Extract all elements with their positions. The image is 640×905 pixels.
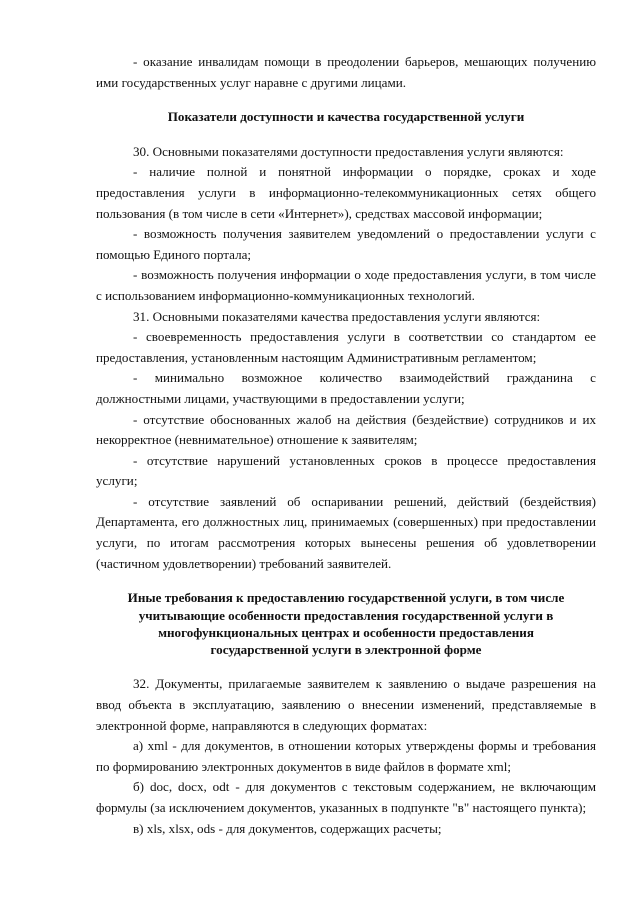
bullet-minimal-interactions: - минимально возможное количество взаимодействий гражданина с должностными лицами, участвующими в предоставлении услуги; — [96, 370, 596, 406]
paragraph-32: 32. Документы, прилагаемые заявителем к заявлению о выдаче разрешения на ввод объекта в эксплуатацию, заявлению о внесении изменений, представляемые в электронной форме, направляются в следующих форматах: — [96, 676, 596, 733]
format-xml: а) xml - для документов, в отношении которых утверждены формы и требования по формированию электронных документов в виде файлов в формате xml; — [96, 738, 596, 774]
bullet-notifications: - возможность получения заявителем уведомлений о предоставлении услуги с помощью Единого портала; — [96, 226, 596, 262]
bullet-no-disputes: - отсутствие заявлений об оспаривании решений, действий (бездействия) Департамента, его должностных лиц, принимаемых (совершенных) при предоставлении услуги, по итогам рассмотрения которых вынесены решения об удовлетворении (частичном удовлетворении) требований заявителей. — [96, 493, 596, 571]
bullet-full-information: - наличие полной и понятной информации о порядке, сроках и ходе предоставления услуги в информационно-телекоммуникационных сетях общего пользования (в том числе в сети «Интернет»), средствах массовой информации; — [96, 164, 596, 221]
format-xls: в) xls, xlsx, ods - для документов, содержащих расчеты; — [133, 820, 442, 836]
heading-line-1: Иные требования к предоставлению государственной услуги, в том числе — [127, 590, 565, 606]
section-heading-accessibility: Показатели доступности и качества государственной услуги — [167, 109, 525, 125]
intro-bullet: - оказание инвалидам помощи в преодолении барьеров, мешающих получению ими государственных услуг наравне с другими лицами. — [96, 54, 596, 90]
heading-line-4: государственной услуги в электронной форме — [210, 642, 482, 658]
heading-line-3: многофункциональных центрах и особенности предоставления — [158, 624, 534, 640]
paragraph-30: 30. Основными показателями доступности предоставления услуги являются: — [133, 143, 564, 159]
document-page — [96, 52, 596, 839]
format-doc: б) doc, docx, odt - для документов с текстовым содержанием, не включающим формулы (за исключением документов, указанных в подпункте "в" настоящего пункта); — [96, 779, 596, 815]
bullet-timeliness: - своевременность предоставления услуги в соответствии со стандартом ее предоставления, установленным настоящим Административным регламентом; — [96, 329, 596, 365]
paragraph-31: 31. Основными показателями качества предоставления услуги являются: — [133, 308, 541, 324]
section-heading-other-requirements — [96, 589, 596, 658]
bullet-no-complaints: - отсутствие обоснованных жалоб на действия (бездействие) сотрудников и их некорректное (невнимательное) отношение к заявителям; — [96, 411, 596, 448]
bullet-no-deadline-violations: - отсутствие нарушений установленных сроков в процессе предоставления услуги; — [96, 452, 596, 489]
bullet-progress-info: - возможность получения информации о ходе предоставления услуги, в том числе с использованием информационно-коммуникационных технологий. — [96, 267, 596, 303]
heading-line-2: учитывающие особенности предоставления государственной услуги в — [138, 607, 554, 623]
